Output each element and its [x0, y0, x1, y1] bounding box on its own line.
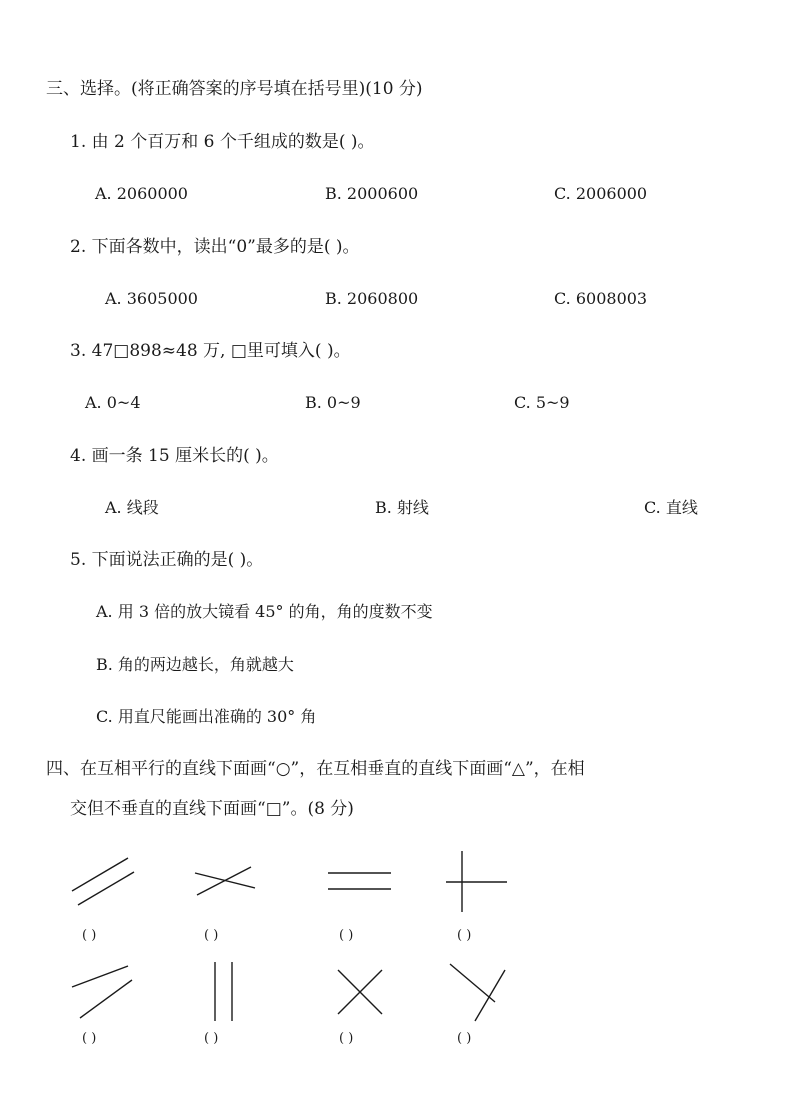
answer-blank-1[interactable]: ( )	[82, 928, 97, 943]
figure-2-intersecting	[195, 867, 255, 895]
question-5-text: 5. 下面说法正确的是( )。	[70, 550, 264, 570]
figure-1-parallel-diagonal	[72, 858, 134, 905]
figure-3-parallel-horizontal	[328, 873, 391, 889]
answer-blank-8[interactable]: ( )	[457, 1031, 472, 1046]
answer-blank-3[interactable]: ( )	[339, 928, 354, 943]
question-1-option-c: C. 2006000	[554, 184, 648, 203]
section-4-title-line-1: 四、在互相平行的直线下面画“○”，在互相垂直的直线下面画“△”，在相	[46, 759, 585, 779]
question-2-text: 2. 下面各数中，读出“0”最多的是( )。	[70, 237, 360, 257]
question-3-text: 3. 47□898≈48 万, □里可填入( )。	[70, 341, 351, 361]
section-4-title-line-2: 交但不垂直的直线下面画“□”。(8 分)	[70, 799, 354, 819]
question-1-text: 1. 由 2 个百万和 6 个千组成的数是( )。	[70, 132, 375, 152]
question-4-option-c: C. 直线	[644, 498, 698, 517]
question-5-option-a: A. 用 3 倍的放大镜看 45° 的角，角的度数不变	[96, 602, 433, 621]
question-4-option-a: A. 线段	[105, 498, 159, 517]
answer-blank-2[interactable]: ( )	[204, 928, 219, 943]
question-3-option-b: B. 0~9	[305, 393, 361, 412]
answer-blank-5[interactable]: ( )	[82, 1031, 97, 1046]
question-4-option-b: B. 射线	[375, 498, 429, 517]
figure-8-intersecting	[450, 964, 505, 1021]
question-2-option-b: B. 2060800	[325, 289, 419, 308]
question-3-option-c: C. 5~9	[514, 393, 570, 412]
answer-blank-4[interactable]: ( )	[457, 928, 472, 943]
figure-7-perpendicular	[338, 970, 382, 1014]
question-4-text: 4. 画一条 15 厘米长的( )。	[70, 446, 279, 466]
answer-blank-7[interactable]: ( )	[339, 1031, 354, 1046]
question-1-option-a: A. 2060000	[95, 184, 188, 203]
question-5-option-b: B. 角的两边越长，角就越大	[96, 655, 294, 674]
section-3-title: 三、选择。(将正确答案的序号填在括号里)(10 分)	[46, 79, 423, 99]
question-2-option-a: A. 3605000	[105, 289, 198, 308]
question-1-option-b: B. 2000600	[325, 184, 419, 203]
figure-4-perpendicular	[446, 851, 507, 912]
figure-6-parallel-vertical	[215, 962, 232, 1021]
figure-5-intersecting	[72, 966, 132, 1018]
answer-blank-6[interactable]: ( )	[204, 1031, 219, 1046]
question-5-option-c: C. 用直尺能画出准确的 30° 角	[96, 707, 317, 726]
question-3-option-a: A. 0~4	[85, 393, 141, 412]
question-2-option-c: C. 6008003	[554, 289, 648, 308]
